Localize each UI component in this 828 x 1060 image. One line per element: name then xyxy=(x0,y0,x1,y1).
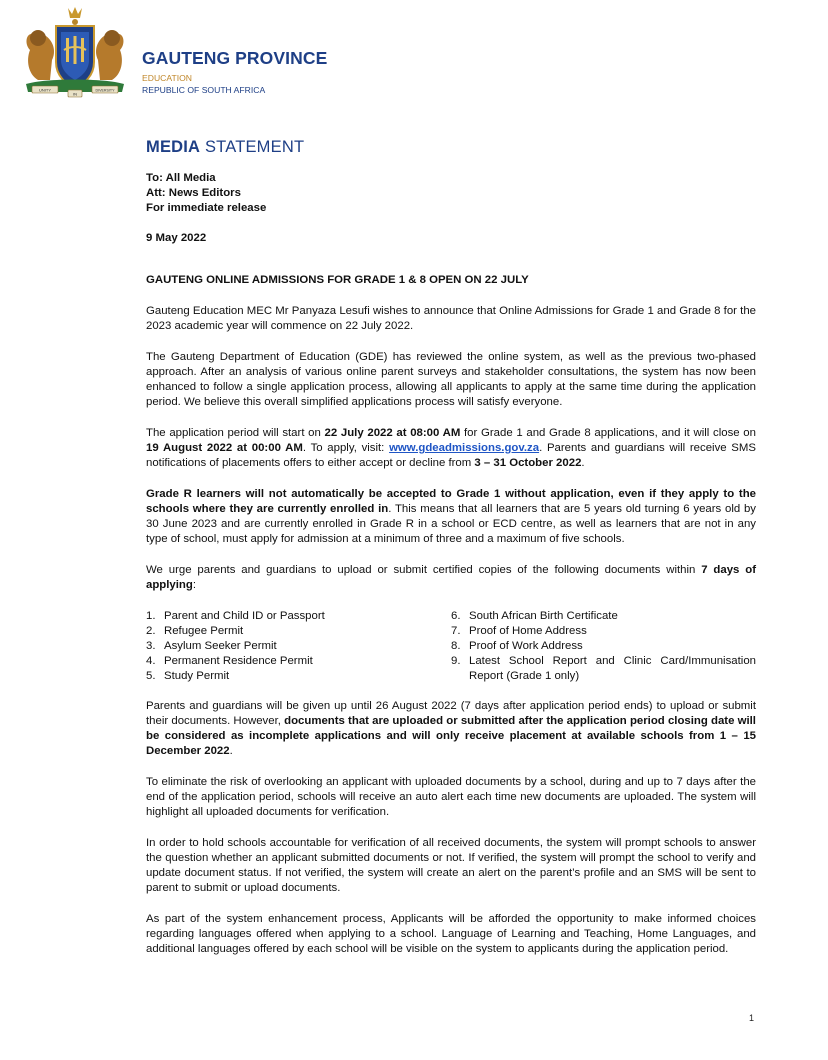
page-number: 1 xyxy=(749,1013,755,1023)
paragraph-auto-alert: To eliminate the risk of overlooking an applicant with uploaded documents by a school, during and up to 7 days after the end of the application period, schools will receive an auto alert each time new documents are uploaded. The system will highlight all uploaded documents for verification. xyxy=(146,776,756,818)
documents-list xyxy=(146,609,756,684)
addressee-line: Att: News Editors xyxy=(146,187,241,199)
country-name: REPUBLIC OF SOUTH AFRICA xyxy=(142,85,266,95)
paragraph-languages: As part of the system enhancement process, Applicants will be afforded the opportunity to make informed choices regarding languages offered when applying to a school. Language of Learning and Teaching, Home Languages, and additional languages offered by each school will be visible on the system to applicants during the application period. xyxy=(146,913,756,955)
media-statement-title: MEDIA STATEMENT xyxy=(146,138,305,156)
addressee-line: To: All Media xyxy=(146,172,216,184)
list-item: 5. Study Permit xyxy=(146,670,230,682)
paragraph-application-period: The application period will start on 22 July 2022 at 08:00 AM for Grade 1 and Grade 8 applications, and it will close on 19 August 2022 at 00:00 AM. To apply, visit: www.gdeadmissions.gov.za. Parents and guardians will receive SMS notifications of placements offers to either accept or decline from 3 – 31 October 2022. xyxy=(146,427,756,469)
headline: GAUTENG ONLINE ADMISSIONS FOR GRADE 1 & 8 OPEN ON 22 JULY xyxy=(146,274,529,286)
svg-text:IN: IN xyxy=(73,91,77,97)
svg-text:UNITY: UNITY xyxy=(39,87,51,93)
paragraph-review: The Gauteng Department of Education (GDE) has reviewed the online system, as well as the previous two-phased approach. After an analysis of various online parent surveys and stakeholder consultations, the system has now been enhanced to follow a single application process, allowing all applicants to apply at the same time during the application period. We believe this overall simplified applications process will satisfy everyone. xyxy=(146,351,756,408)
province-block xyxy=(142,48,327,95)
statement-date: 9 May 2022 xyxy=(146,232,207,244)
province-name: GAUTENG PROVINCE xyxy=(142,48,328,68)
documents-column-left xyxy=(146,609,451,684)
paragraph-announcement: Gauteng Education MEC Mr Panyaza Lesufi wishes to announce that Online Admissions for Grade 1 and Grade 8 for the 2023 academic year will commence on 22 July 2022. xyxy=(146,305,756,332)
admissions-link[interactable]: www.gdeadmissions.gov.za xyxy=(389,442,540,454)
addressee-line: For immediate release xyxy=(146,202,267,214)
list-item: 3. Asylum Seeker Permit xyxy=(146,640,277,652)
svg-text:DIVERSITY: DIVERSITY xyxy=(95,88,115,93)
list-item: 9. Latest School Report and Clinic Card/Immunisation Report (Grade 1 only) xyxy=(451,655,756,682)
list-item: 6. South African Birth Certificate xyxy=(451,610,618,622)
list-item: 4. Permanent Residence Permit xyxy=(146,655,313,667)
statement-body xyxy=(146,171,756,973)
paragraph-document-deadline: Parents and guardians will be given up until 26 August 2022 (7 days after application period ends) to upload or submit their documents. However, documents that are uploaded or submitted after the application period closing date will be considered as incomplete applications and will only receive placement at available schools from 1 – 15 December 2022. xyxy=(146,700,756,757)
addressee-block xyxy=(146,171,756,216)
paragraph-documents-intro: We urge parents and guardians to upload or submit certified copies of the following documents within 7 days of applying: xyxy=(146,564,756,591)
list-item: 2. Refugee Permit xyxy=(146,625,244,637)
paragraph-grade-r: Grade R learners will not automatically be accepted to Grade 1 without application, even if they apply to the schools where they are currently enrolled in. This means that all learners that are 5 years old turning 6 years old by 30 June 2023 and are currently enrolled in Grade R in a school or ECD centre, as well as learners that are not in any type of school, must apply for admission at a minimum of three and a maximum of five schools. xyxy=(146,488,756,545)
list-item: 8. Proof of Work Address xyxy=(451,640,583,652)
paragraph-verification: In order to hold schools accountable for verification of all received documents, the system will prompt schools to answer the question whether an applicant submitted documents or not. If verified, the system will prompt the school to verify and update document status. If not verified, the system will create an alert on the parent’s profile and an SMS will be sent to parent to submit or upload documents. xyxy=(146,837,756,894)
coat-of-arms-logo xyxy=(16,4,134,100)
documents-column-right xyxy=(451,609,756,684)
list-item: 7. Proof of Home Address xyxy=(451,625,587,637)
department-name: EDUCATION xyxy=(142,73,192,83)
list-item: 1. Parent and Child ID or Passport xyxy=(146,610,325,622)
